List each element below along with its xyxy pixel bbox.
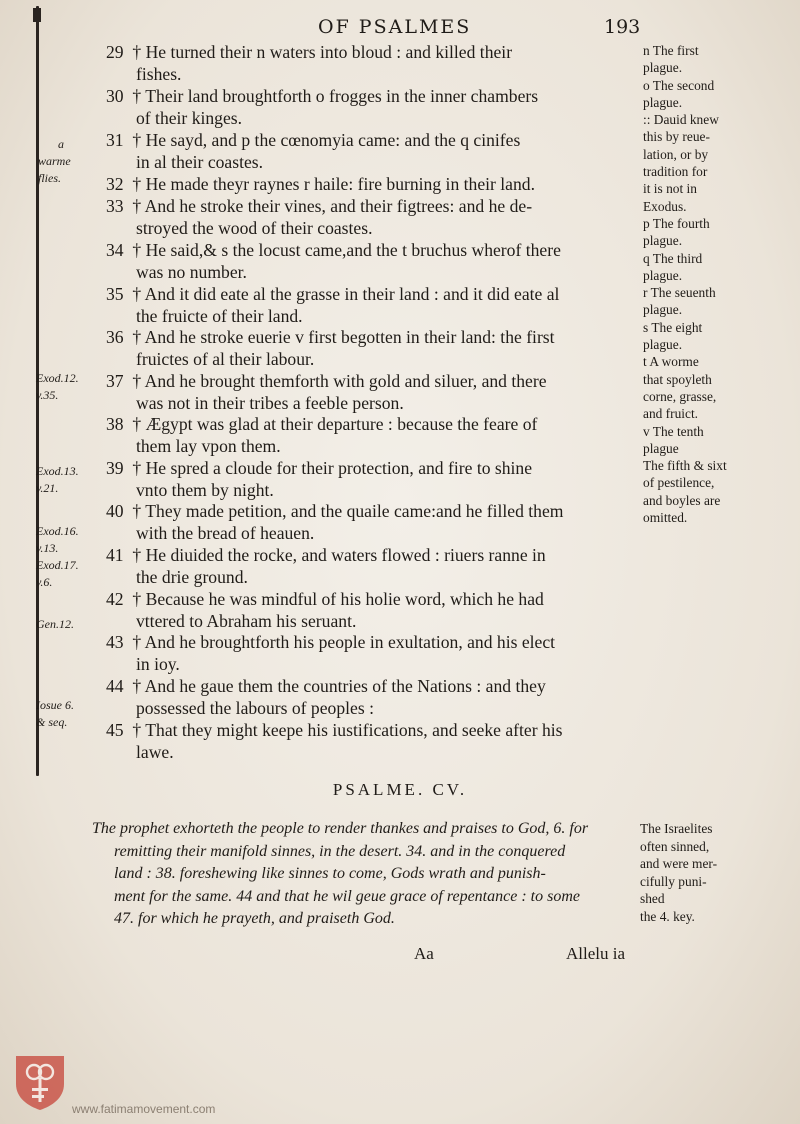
- verse-number: 36: [106, 327, 124, 347]
- verse-text-cont: fruictes of al their labour.: [136, 348, 315, 369]
- margin-line: v.35.: [36, 388, 59, 402]
- margin-line: Gen.12.: [36, 617, 74, 631]
- verse-text-cont: stroyed the wood of their coastes.: [136, 217, 373, 238]
- verse-text: † He said,& s the locust came,and the t bruchus wherof there: [132, 240, 561, 260]
- gloss-line: it is not in: [643, 181, 697, 197]
- verse-text-cont: lawe.: [136, 741, 174, 762]
- gloss-line: n The first: [643, 43, 699, 58]
- verse-number: 42: [106, 589, 124, 609]
- verse-text: † Their land broughtforth o frogges in the inner chambers: [132, 86, 539, 106]
- gloss-line: r The seuenth: [643, 285, 716, 301]
- verse-number: 43: [106, 632, 124, 652]
- margin-line: v.13.: [36, 541, 59, 555]
- note-line: the 4. key.: [640, 908, 695, 924]
- argument-line: The prophet exhorteth the people to render thankes and praises to God, 6. for: [92, 820, 589, 837]
- verse-number: 38: [106, 414, 124, 434]
- verse-text-cont: vttered to Abraham his seruant.: [136, 610, 357, 631]
- verse-text: † And he gaue them the countries of the Nations : and they: [132, 676, 546, 696]
- note-line: The Israelites: [640, 821, 713, 836]
- note-line: often sinned,: [640, 838, 710, 854]
- left-margin-note-flies: [38, 153, 128, 187]
- verse-text: † And it did eate al the grasse in their land : and it did eate al: [132, 284, 560, 304]
- verse-45: [106, 720, 640, 763]
- verse-32: [106, 174, 640, 196]
- note-line: cifully puni-: [640, 873, 707, 889]
- verse-text: † And he stroke euerie v first begotten in their land: the first: [132, 327, 555, 347]
- verse-number: 30: [106, 86, 124, 106]
- verse-number: 44: [106, 676, 124, 696]
- margin-line: Exod.13.: [36, 464, 79, 478]
- verse-number: 40: [106, 501, 124, 521]
- margin-line: Exod.12.: [36, 371, 79, 385]
- verse-37: [106, 371, 640, 414]
- verse-42: [106, 589, 640, 632]
- verse-text: † That they might keepe his iustifications, and seeke after his: [132, 720, 563, 740]
- verse-text-cont: vnto them by night.: [136, 479, 274, 500]
- verse-number: 45: [106, 720, 124, 740]
- gloss-line: Exodus.: [643, 198, 687, 214]
- margin-line: warme: [38, 154, 71, 168]
- verse-text: † They made petition, and the quaile came:and he filled them: [132, 501, 564, 521]
- verse-text-cont: possessed the labours of peoples :: [136, 697, 374, 718]
- gloss-line: p The fourth: [643, 215, 710, 231]
- verse-text-cont: was no number.: [136, 261, 247, 282]
- argument-margin-note: [640, 820, 790, 925]
- margin-line: Iosue 6.: [36, 698, 74, 712]
- psalm-title: PSALME. CV.: [332, 780, 468, 799]
- gloss-line: q The third: [643, 250, 703, 266]
- verse-38: [106, 414, 640, 457]
- argument-line: remitting their manifold sinnes, in the desert. 34. and in the conquered: [114, 842, 566, 860]
- gloss-line: plague.: [643, 233, 683, 249]
- argument-line: ment for the same. 44 and that he wil geue grace of repentance : to some: [114, 887, 580, 905]
- left-margin-ref-iosue6: [36, 697, 126, 731]
- gloss-line: and fruict.: [643, 406, 699, 422]
- verse-29: [106, 42, 640, 85]
- verse-text-cont: the fruicte of their land.: [136, 305, 303, 326]
- verse-30: [106, 86, 640, 129]
- verse-text-cont: the drie ground.: [136, 566, 248, 587]
- verse-number: 31: [106, 130, 124, 150]
- verse-number: 41: [106, 545, 124, 565]
- verse-36: [106, 327, 640, 370]
- verse-text-cont: in al their coastes.: [136, 151, 264, 172]
- margin-line: Exod.17.: [36, 558, 79, 572]
- verse-text-cont: them lay vpon them.: [136, 435, 281, 456]
- gloss-line: t A worme: [643, 354, 699, 370]
- left-margin-ref-gen12: [36, 616, 126, 633]
- signature-mark: Aa: [414, 944, 434, 963]
- margin-line: v.6.: [36, 575, 53, 589]
- note-line: and were mer-: [640, 856, 718, 871]
- verse-text: † He diuided the rocke, and waters flowed : riuers ranne in: [132, 545, 546, 565]
- gloss-line: plague.: [643, 302, 683, 318]
- verse-text-cont: in ioy.: [136, 653, 180, 674]
- verse-number: 32: [106, 174, 124, 194]
- watermark-website[interactable]: www.fatimamovement.com: [72, 1102, 216, 1116]
- left-margin-ref-exod12: [36, 370, 126, 404]
- gloss-line: and boyles are: [643, 492, 721, 508]
- margin-line: a: [58, 137, 64, 151]
- verse-34: [106, 240, 640, 283]
- verse-40: [106, 501, 640, 544]
- verse-43: [106, 632, 640, 675]
- verse-35: [106, 284, 640, 327]
- gloss-line: o The second: [643, 77, 715, 93]
- verse-text-cont: fishes.: [136, 63, 182, 84]
- verse-39: [106, 458, 640, 501]
- verse-text: † Ægypt was glad at their departure : because the feare of: [132, 414, 538, 434]
- argument-line: 47. for which he prayeth, and praiseth God.: [114, 910, 395, 927]
- page-header: [0, 14, 800, 44]
- right-margin-glosses: [643, 42, 793, 526]
- verse-text-cont: with the bread of heauen.: [136, 522, 315, 543]
- verse-text: † And he broughtforth his people in exultation, and his elect: [132, 632, 556, 652]
- margin-line: flies.: [38, 171, 61, 185]
- verse-text: † He spred a cloude for their protection, and fire to shine: [132, 458, 533, 478]
- gloss-line: plague.: [643, 337, 683, 353]
- verse-number: 29: [106, 42, 124, 62]
- verse-text: † He turned their n waters into bloud : and killed their: [132, 42, 513, 62]
- catchword: Allelu ia: [566, 944, 626, 963]
- margin-line: Exod.16.: [36, 524, 79, 538]
- verse-41: [106, 545, 640, 588]
- left-margin-ref-exod16: [36, 523, 126, 591]
- verse-text: † And he brought themforth with gold and siluer, and there: [132, 371, 547, 391]
- margin-line: v.21.: [36, 481, 59, 495]
- verse-text: † He sayd, and p the cœnomyia came: and the q cinifes: [132, 130, 521, 150]
- gloss-line: v The tenth: [643, 423, 704, 439]
- fatima-logo-icon: [12, 1052, 68, 1112]
- gloss-line: :: Dauid knew: [643, 112, 719, 128]
- gloss-line: plague.: [643, 60, 683, 76]
- verse-text-cont: was not in their tribes a feeble person.: [136, 392, 404, 413]
- gloss-line: s The eight: [643, 319, 703, 335]
- left-margin-ref-exod13: [36, 463, 126, 497]
- gloss-line: The fifth & sixt: [643, 458, 727, 474]
- verse-number: 37: [106, 371, 124, 391]
- verse-number: 34: [106, 240, 124, 260]
- verse-text: † And he stroke their vines, and their figtrees: and he de-: [132, 196, 533, 216]
- verse-33: [106, 196, 640, 239]
- argument-line: land : 38. foreshewing like sinnes to come, Gods wrath and punish-: [114, 865, 546, 882]
- gloss-line: lation, or by: [643, 146, 709, 162]
- gloss-line: this by reue-: [643, 129, 710, 145]
- verse-text: † He made theyr raynes r haile: fire burning in their land.: [132, 174, 535, 194]
- verse-44: [106, 676, 640, 719]
- verse-number: 35: [106, 284, 124, 304]
- gloss-line: plague: [643, 440, 679, 456]
- note-line: shed: [640, 891, 665, 906]
- margin-line: & seq.: [36, 715, 68, 729]
- gloss-line: of pestilence,: [643, 475, 715, 491]
- gloss-line: plague.: [643, 94, 683, 110]
- verse-number: 39: [106, 458, 124, 478]
- gloss-line: plague.: [643, 267, 683, 283]
- gloss-line: tradition for: [643, 164, 708, 180]
- verse-text: † Because he was mindful of his holie word, which he had: [132, 589, 544, 609]
- verse-31: [106, 130, 640, 173]
- gloss-line: that spoyleth: [643, 371, 712, 387]
- running-title: OF PSALMES: [318, 16, 472, 38]
- gloss-line: omitted.: [643, 510, 688, 526]
- folio-number: 193: [604, 16, 641, 38]
- verse-text-cont: of their kinges.: [136, 107, 243, 128]
- left-margin-note-warme: [0, 136, 88, 153]
- gloss-line: corne, grasse,: [643, 388, 717, 404]
- psalm-argument: [92, 818, 637, 931]
- verse-number: 33: [106, 196, 124, 216]
